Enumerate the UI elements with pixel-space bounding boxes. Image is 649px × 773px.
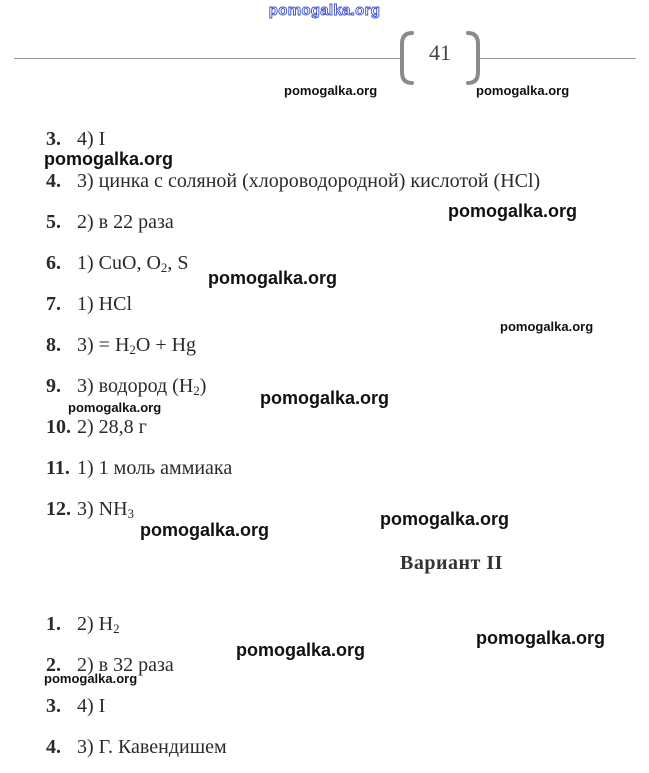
answer-text: 1) CuO, O (77, 252, 161, 274)
answer-text-tail: , S (167, 252, 189, 274)
header-rule-left (14, 58, 400, 59)
answer-text: 3) = H (77, 334, 130, 356)
answer-number: 4. (46, 170, 61, 192)
answer-text: 2) в 22 раза (77, 211, 174, 233)
answer-row (46, 169, 540, 193)
answer-number: 10. (46, 416, 71, 438)
answer-text: 2) в 32 раза (77, 654, 174, 676)
answer-row (46, 415, 147, 439)
answer-row (46, 497, 134, 521)
answer-row (46, 612, 120, 636)
answer-text-tail: O + Hg (135, 334, 197, 356)
answer-number: 1. (46, 613, 61, 635)
watermark: pomogalka.org (448, 201, 578, 221)
top-watermark: pomogalka.org (268, 2, 381, 19)
subscript: 3 (127, 506, 135, 521)
watermark: pomogalka.org (500, 319, 594, 334)
answer-row (46, 694, 105, 718)
answer-number: 2. (46, 654, 61, 676)
page-number-box (400, 30, 480, 86)
subscript: 2 (129, 342, 136, 357)
answer-number: 3. (46, 695, 61, 717)
answer-number: 12. (46, 498, 71, 520)
answer-number: 8. (46, 334, 61, 356)
subscript: 2 (113, 621, 120, 636)
answer-number: 9. (46, 375, 61, 397)
page-number: 41 (429, 40, 451, 65)
answer-row (46, 210, 174, 234)
answer-row (46, 251, 189, 275)
answer-text: 4) I (77, 695, 106, 717)
answer-text: 2) H (77, 613, 114, 635)
answer-text-tail: ) (199, 375, 207, 397)
variant-heading: Вариант II (400, 552, 503, 574)
answer-number: 11. (46, 457, 70, 479)
answer-number: 3. (46, 128, 61, 150)
answer-text: 3) Г. Кавендишем (77, 736, 227, 758)
answer-text: 3) водород (H (77, 375, 194, 397)
answer-text: 1) 1 моль аммиака (77, 457, 233, 479)
answer-row (46, 292, 132, 316)
answer-text: 3) NH (77, 498, 128, 520)
watermark: pomogalka.org (236, 640, 366, 660)
watermark: pomogalka.org (380, 509, 510, 529)
answer-text: 1) HCl (77, 293, 132, 315)
watermark: pomogalka.org (68, 400, 162, 415)
watermark: pomogalka.org (260, 388, 390, 408)
answer-text: 3) цинка с соляной (хлороводородной) кислотой (HCl) (77, 170, 541, 192)
watermark: pomogalka.org (140, 520, 270, 540)
subscript: 2 (193, 383, 200, 398)
answer-number: 4. (46, 736, 61, 758)
watermark: pomogalka.org (476, 628, 606, 648)
subscript: 2 (160, 260, 168, 275)
watermark: pomogalka.org (44, 149, 174, 169)
watermark: pomogalka.org (44, 671, 138, 686)
answer-text: 4) I (77, 128, 106, 150)
answer-row (46, 735, 227, 759)
answer-row (46, 127, 105, 151)
watermark: pomogalka.org (476, 83, 570, 98)
watermark: pomogalka.org (208, 268, 338, 288)
watermark: pomogalka.org (284, 83, 378, 98)
answer-row (46, 456, 232, 480)
answer-number: 6. (46, 252, 61, 274)
answer-text: 2) 28,8 г (77, 416, 147, 438)
answer-row (46, 333, 196, 357)
answer-row (46, 374, 206, 398)
header-rule-right (480, 58, 636, 59)
answer-number: 5. (46, 211, 61, 233)
answer-number: 7. (46, 293, 61, 315)
